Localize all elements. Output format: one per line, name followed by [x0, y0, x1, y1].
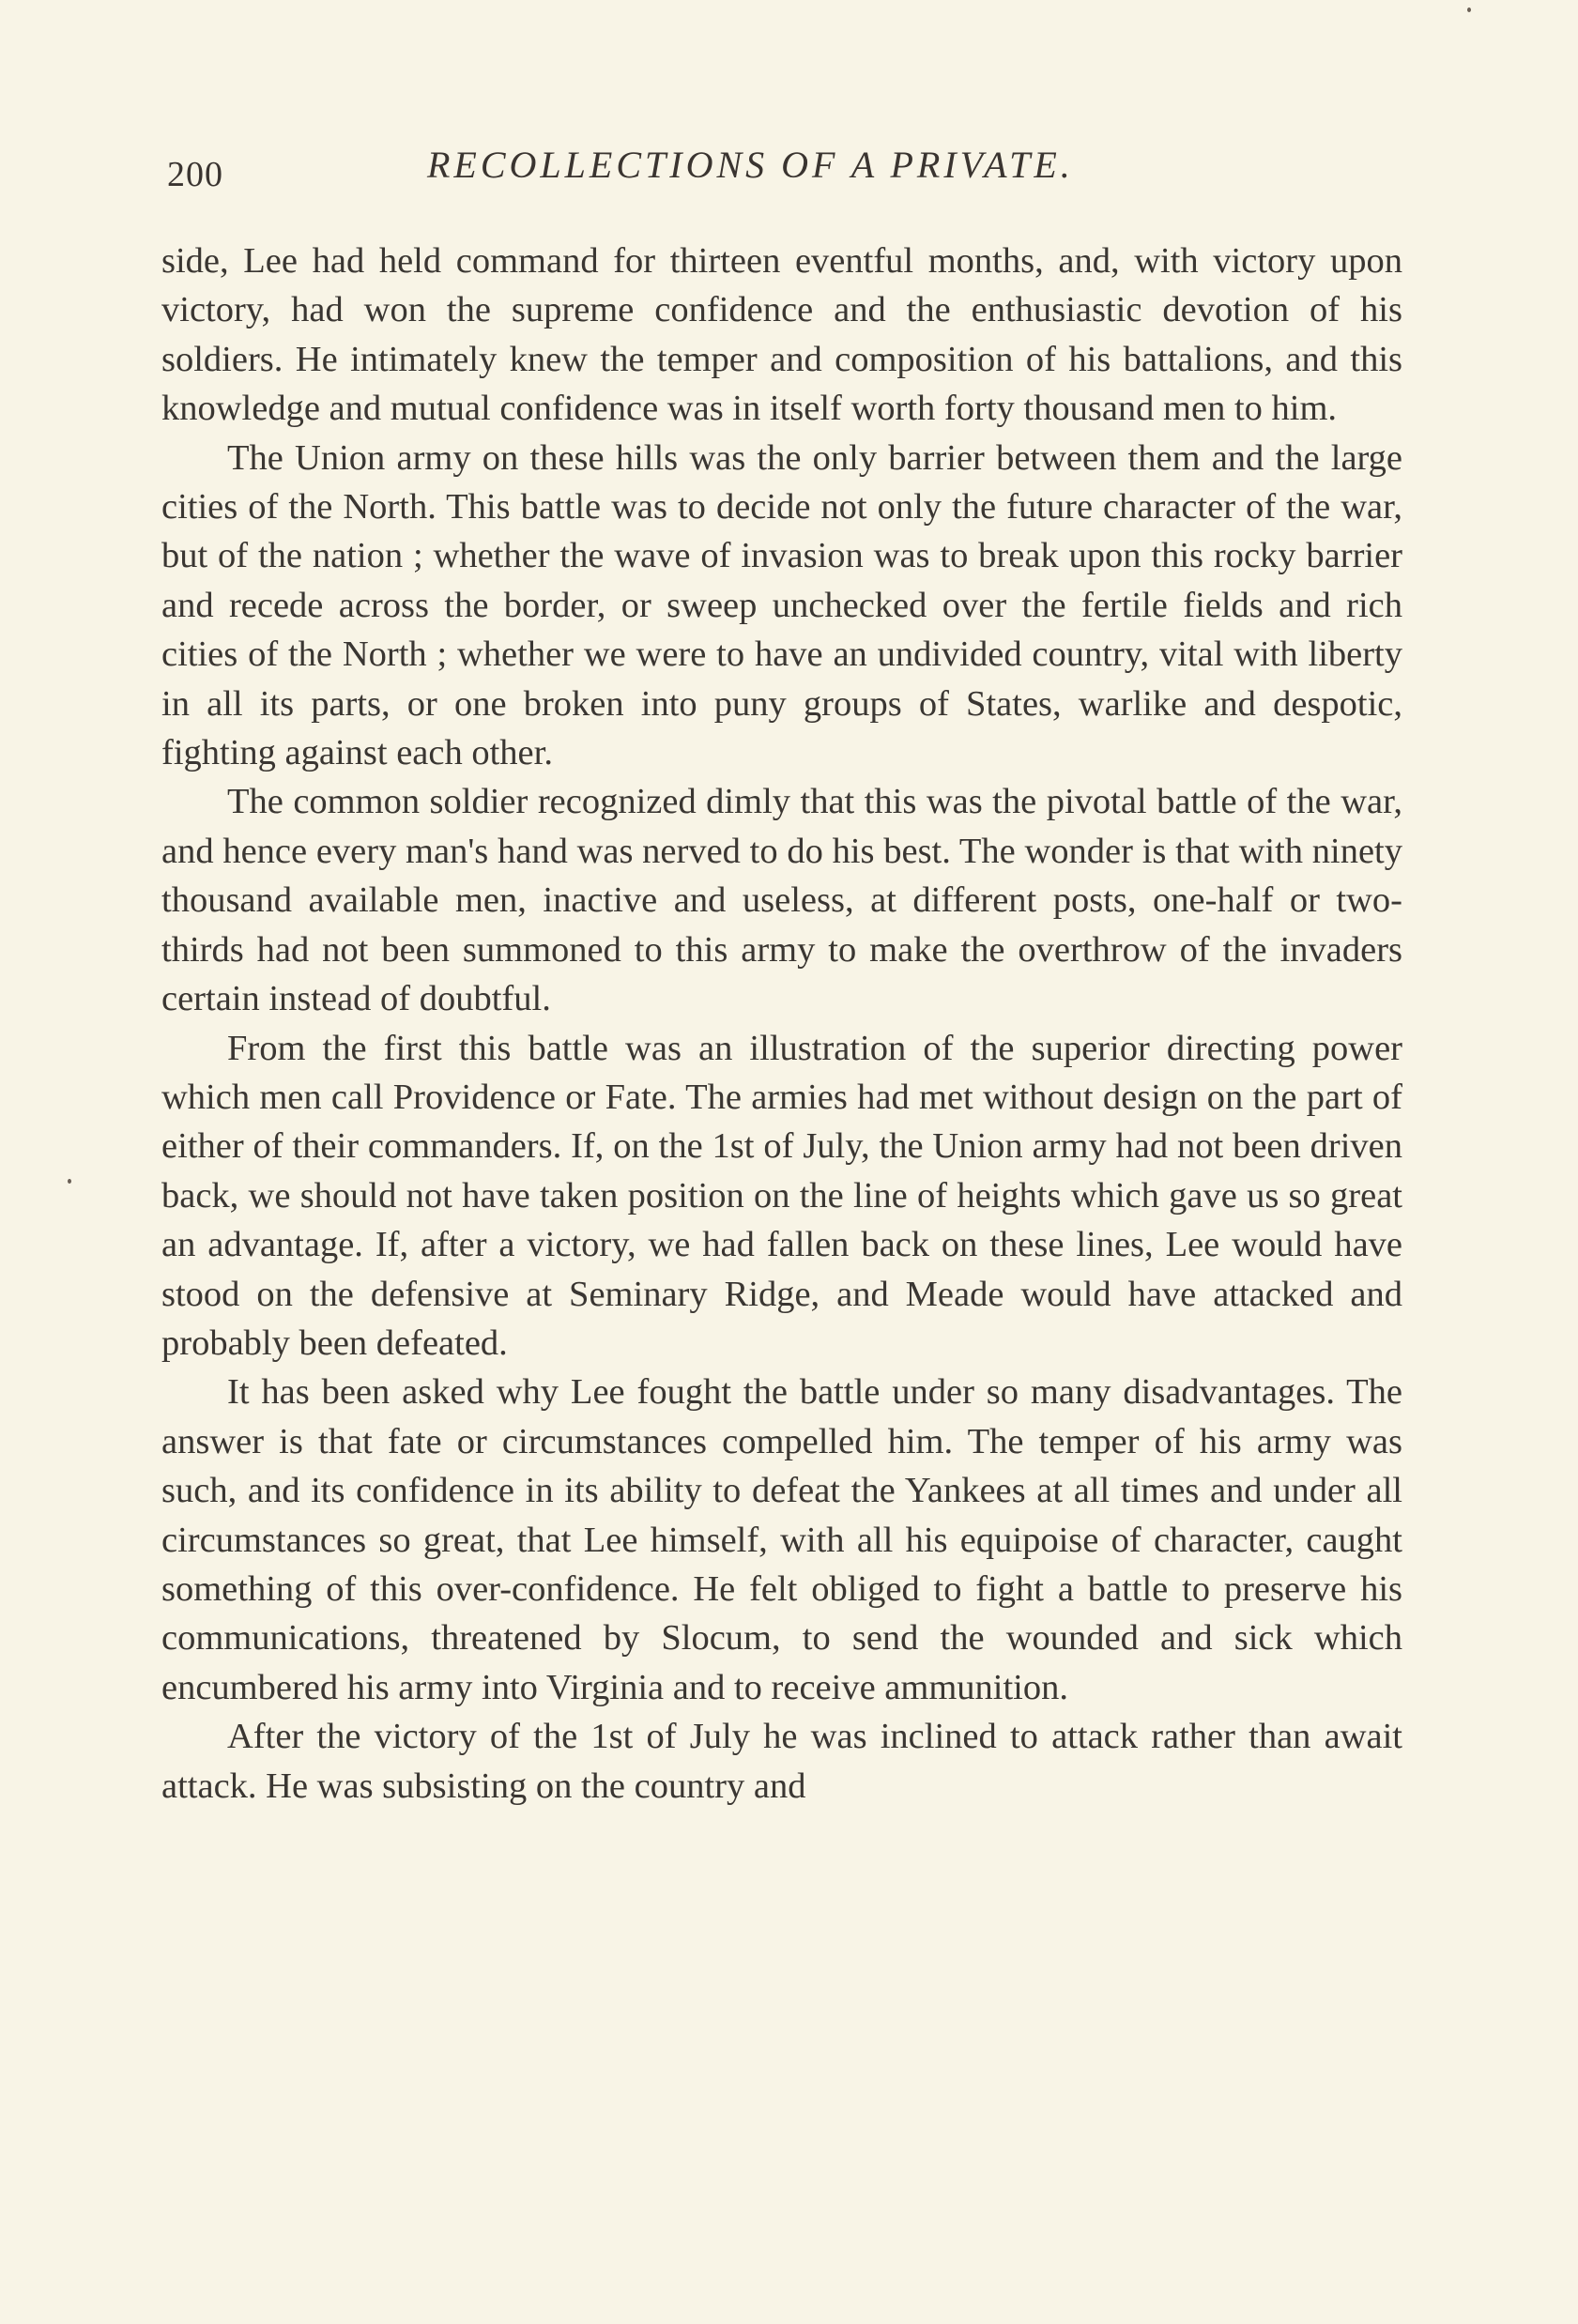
- paragraph: It has been asked why Lee fought the battle under so many disadvantages. The answer is that fate or circumstances compelled him. The temper of his army was such, and its confidence in its ability to defeat the Yankees at all times and under all circumstances so great, that Lee himself, with all his equipoise of character, caught something of this over-confidence. He felt obliged to fight a battle to preserve his communications, threatened by Slocum, to send the wounded and sick which encumbered his army into Virginia and to receive ammunition.: [161, 1372, 1402, 1707]
- paragraph: The common soldier recognized dimly that this was the pivotal battle of the war, and hence every man's hand was nerved to do his best. The wonder is that with ninety thousand available men, inactive and useless, at different posts, one-half or two-thirds had not been summoned to this army to make the overthrow of the invaders certain instead of doubtful.: [161, 782, 1402, 1019]
- running-title: RECOLLECTIONS OF A PRIVATE.: [427, 144, 1074, 186]
- body-text: [161, 237, 1402, 1811]
- paragraph: After the victory of the 1st of July he was inclined to attack rather than await attack. He was subsisting on the country and: [161, 1717, 1402, 1806]
- paragraph: From the first this battle was an illustration of the superior directing power which men call Providence or Fate. The armies had met without design on the part of either of their commanders. If, on the 1st of July, the Union army had not been driven back, we should not have taken position on the line of heights which gave us so great an advantage. If, after a victory, we had fallen back on these lines, Lee would have stood on the defensive at Seminary Ridge, and Meade would have attacked and probably been defeated.: [161, 1028, 1402, 1363]
- paper-speck: [68, 1179, 71, 1184]
- running-head: [161, 143, 1402, 208]
- paragraph: side, Lee had held command for thirteen eventful months, and, with victory upon victory, had won the supreme confidence and the enthusiastic devotion of his soldiers. He intimately knew the temper and composition of his battalions, and this knowledge and mutual confidence was in itself worth forty thousand men to him.: [161, 241, 1402, 429]
- page-number: 200: [167, 155, 223, 194]
- paper-speck: [1467, 8, 1471, 12]
- paragraph: The Union army on these hills was the only barrier between them and the large cities of the North. This battle was to decide not only the future character of the war, but of the nation ; whether the wave of invasion was to break upon this rocky barrier and recede across the border, or sweep unchecked over the fertile fields and rich cities of the North ; whether we were to have an undivided country, vital with liberty in all its parts, or one broken into puny groups of States, warlike and despotic, fighting against each other.: [161, 437, 1402, 773]
